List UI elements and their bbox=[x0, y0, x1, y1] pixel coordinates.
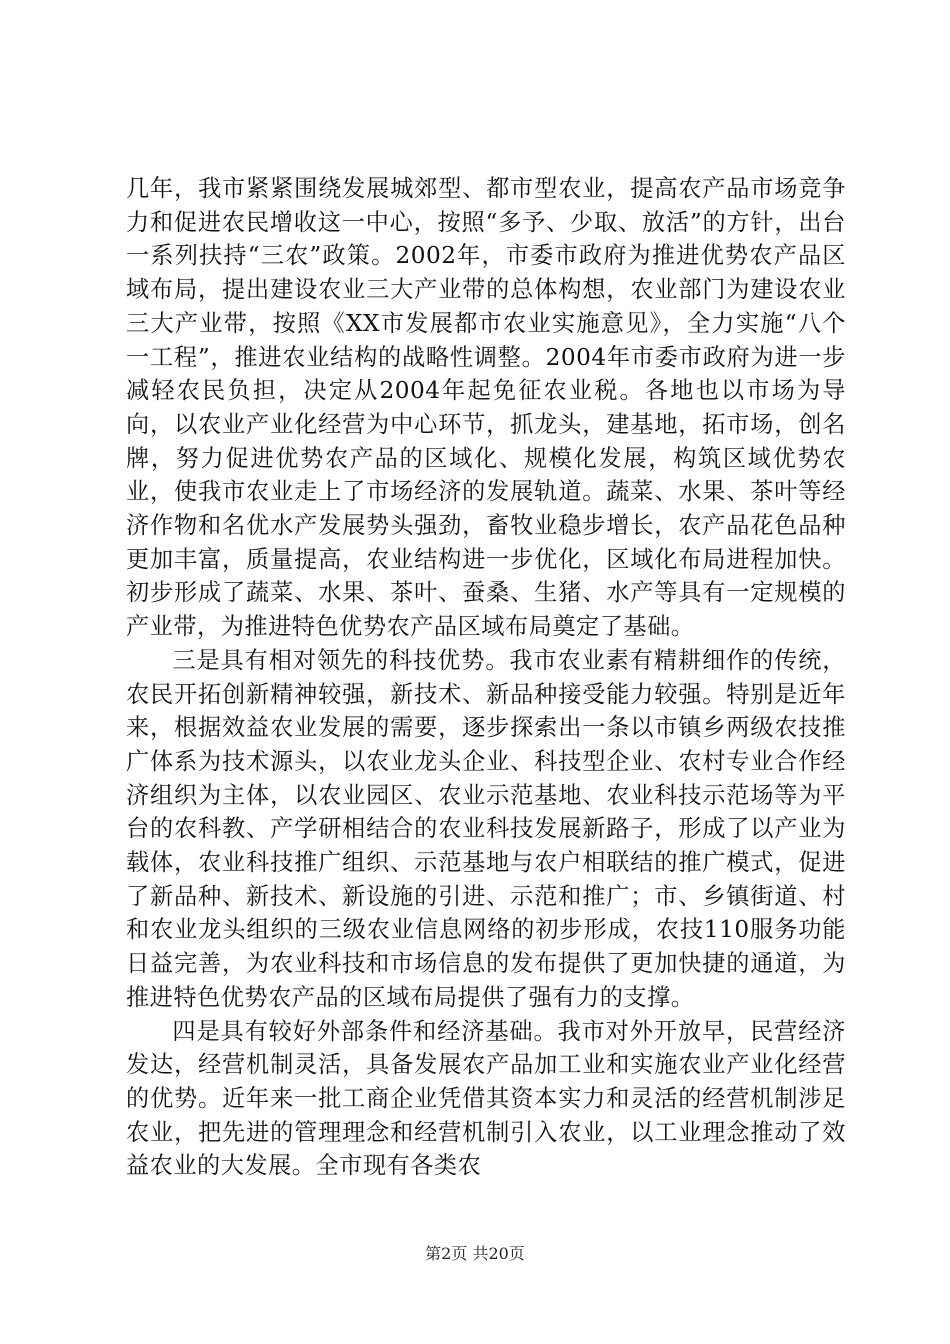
paragraph-continuation: 几年，我市紧紧围绕发展城郊型、都市型农业，提高农产品市场竞争力和促进农民增收这一中心，按照“多予、少取、放活”的方针，出台一系列扶持“三农”政策。2002年，市委市政府为推进优势农产品区域布局，提出建设农业三大产业带的总体构想，农业部门为建设农业三大产业带，按照《XX市发展都市农业实施意见》，全力实施“八个一工程”，推进农业结构的战略性调整。2004年市委市政府为进一步减轻农民负担，决定从2004年起免征农业税。各地也以市场为导向，以农业产业化经营为中心环节，抓龙头，建基地，拓市场，创名牌，努力促进优势农产品的区域化、规模化发展，构筑区域优势农业，使我市农业走上了市场经济的发展轨道。蔬菜、水果、茶叶等经济作物和名优水产发展势头强劲，畜牧业稳步增长，农产品花色品种更加丰富，质量提高，农业结构进一步优化，区域化布局进程加快。初步形成了蔬菜、水果、茶叶、蚕桑、生猪、水产等具有一定规模的产业带，为推进特色优势农产品区域布局奠定了基础。 bbox=[126, 175, 846, 641]
document-body bbox=[126, 172, 846, 1183]
paragraph-tech-advantage: 三是具有相对领先的科技优势。我市农业素有精耕细作的传统，农民开拓创新精神较强，新技术、新品种接受能力较强。特别是近年来，根据效益农业发展的需要，逐步探索出一条以市镇乡两级农技推广体系为技术源头，以农业龙头企业、科技型企业、农村专业合作经济组织为主体，以农业园区、农业示范基地、农业科技示范场等为平台的农科教、产学研相结合的农业科技发展新路子，形成了以产业为载体，农业科技推广组织、示范基地与农户相联结的推广模式，促进了新品种、新技术、新设施的引进、示范和推广；市、乡镇街道、村和农业龙头组织的三级农业信息网络的初步形成，农技110服务功能日益完善，为农业科技和市场信息的发布提供了更加快捷的通道，为推进特色优势农产品的区域布局提供了强有力的支撑。 bbox=[126, 646, 846, 1011]
paragraph-economic-foundation: 四是具有较好外部条件和经济基础。我市对外开放早，民营经济发达，经营机制灵活，具备发展农产品加工业和实施农业产业化经营的优势。近年来一批工商企业凭借其资本实力和灵活的经营机制涉足农业，把先进的管理理念和经营机制引入农业，以工业理念推动了效益农业的大发展。全市现有各类农 bbox=[126, 1017, 846, 1180]
page-number-footer: 第2页 共20页 bbox=[425, 1244, 525, 1263]
